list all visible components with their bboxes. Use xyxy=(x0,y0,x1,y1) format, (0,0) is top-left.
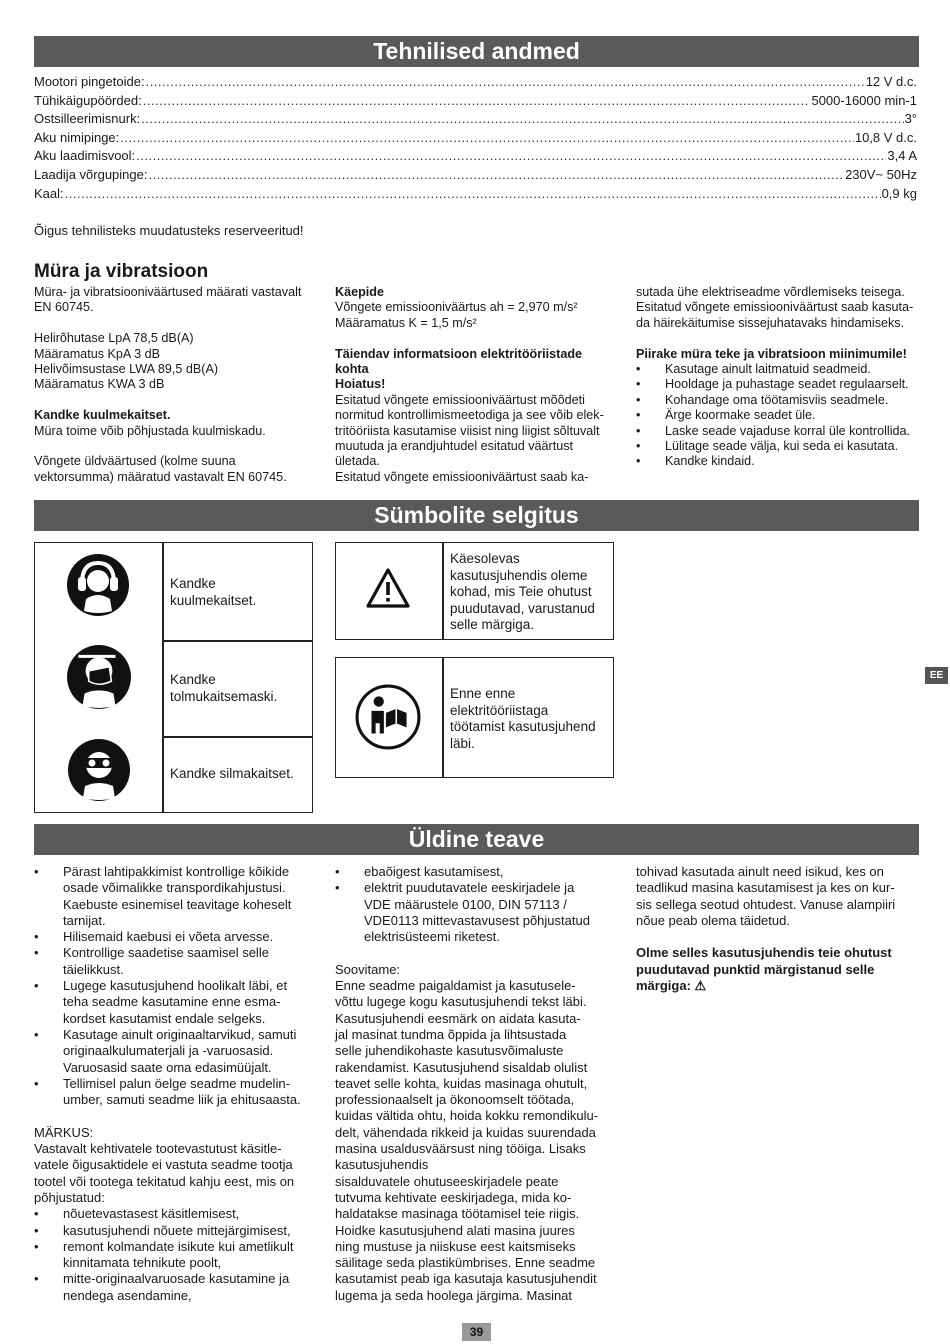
noise-lwa: Helivõimsustase LWA 89,5 dB(A) xyxy=(34,362,219,377)
info-heading: Täiendav informatsioon elektritööriistade xyxy=(335,346,583,361)
general-text-line: rakendamist. Kasutusjuhend sisaldab olulist xyxy=(335,1059,588,1075)
general-text-line: teavet selle kohta, kuidas masinaga ohutult, xyxy=(335,1075,588,1091)
general-bullet-line: • Kontrollige saadetise saamisel selle xyxy=(63,945,269,961)
noise-text-line: Esitatud võngete emissiooniväärtust saab kasuta- xyxy=(636,300,914,315)
ear-protection-text: Müra toime võib põhjustada kuulmiskadu. xyxy=(34,423,266,438)
spec-leader xyxy=(143,93,811,108)
general-bullet-line: originaalkulumaterjali ja -varuosasid. xyxy=(63,1043,274,1059)
general-bullet-line: kordset kasutamist endale selgeks. xyxy=(63,1010,266,1026)
general-text-line: võttu lugege kogu kasutusjuhendi tekst läbi. xyxy=(335,994,587,1010)
ppe-ear-text-1: Kandke xyxy=(170,576,216,591)
note-bullet xyxy=(34,1206,324,1222)
general-col-2 xyxy=(335,864,625,1304)
noise-text-line: muutuda ja erandjuhtudel esitatud väärtust xyxy=(335,439,574,454)
noise-intro-2: EN 60745. xyxy=(34,300,94,315)
general-bullet-line: teha seadme kasutamine enne esma- xyxy=(63,994,281,1010)
general-bullet-line: Kaebuste esinemisel teavitage koheselt xyxy=(63,896,292,912)
spec-value: 10,8 V d.c. xyxy=(854,129,917,145)
general-bullet-line: VDE0113 mittevastavusest põhjustatud xyxy=(364,912,590,928)
note-heading: MÄRKUS: xyxy=(34,1124,94,1140)
general-text-line: jal masinat tundma õppida ja lihtsustada xyxy=(335,1026,567,1042)
noise-lpa: Helirõhutase LpA 78,5 dB(A) xyxy=(34,331,194,346)
noise-col-1 xyxy=(34,285,324,485)
note-bullet xyxy=(34,1239,324,1272)
manual-text-line: läbi. xyxy=(450,735,475,751)
general-text-line: delt, vähendada rikkeid ja kuidas suurendada xyxy=(335,1124,596,1140)
general-bullet-line: • Pärast lahtipakkimist kontrollige kõikide xyxy=(63,864,290,879)
spec-leader xyxy=(148,167,844,182)
noise-text-line: da häirekäitumise sissejuhatavaks hindamiseks. xyxy=(636,315,905,330)
general-bullet-line: • elektrit puudutavatele eeskirjadele ja xyxy=(364,880,575,896)
noise-text-line: Esitatud võngete emissiooniväärtust mõõdeti xyxy=(335,392,585,407)
note-text-line: tootel või tootega tekitatud kahju eest, mis on xyxy=(34,1173,295,1189)
page-number: 39 xyxy=(462,1323,491,1341)
warning-text-line: kohad, mis Teie ohutust xyxy=(450,584,592,599)
general-bullet xyxy=(335,880,625,945)
general-text-line: säilitage seda plastikümbrises. Enne seadme xyxy=(335,1255,596,1271)
ppe-ear-text-2: kuulmekaitset. xyxy=(170,592,257,608)
note-text-line: põhjustatud: xyxy=(34,1189,105,1205)
general-text-line: professionaalselt ja ökonoomselt töötada, xyxy=(335,1092,575,1108)
ppe-goggles-text: Kandke silmakaitset. xyxy=(170,766,294,781)
spec-value: 12 V d.c. xyxy=(865,74,917,89)
noise-col-3 xyxy=(636,285,926,470)
note-text-line: vatele õigusaktidele ei vastuta seadme tootja xyxy=(34,1157,293,1173)
noise-bullet: • Kasutage ainult laitmatuid seadmeid. xyxy=(636,362,926,377)
warning-triangle-icon xyxy=(366,568,410,608)
general-text-line: haldatakse masinaga töötamisel teie riigis. xyxy=(335,1206,580,1222)
manual-text-line: Enne enne xyxy=(450,686,516,701)
general-bullet xyxy=(34,929,324,945)
general-bullet-line: umber, samuti seadme liik ja ehitusaasta. xyxy=(63,1092,301,1108)
manual-text-line: töötamist kasutusjuhend xyxy=(450,719,596,734)
note-text-line: Vastavalt kehtivatele tootevastutust käsitle- xyxy=(34,1141,282,1157)
safety-mark-note: Olme selles kasutusjuhendis teie ohutust xyxy=(636,945,892,961)
noise-text-line: ületada. xyxy=(335,454,380,469)
spec-label: Tühikäigupöörded: xyxy=(34,92,142,108)
general-bullet-line: Varuosasid saate oma edasimüüjalt. xyxy=(63,1059,272,1075)
general-bullet-line: • Tellimisel palun öelge seadme mudelin- xyxy=(63,1075,290,1091)
section-title-technical: Tehnilised andmed xyxy=(34,36,919,67)
general-bullet xyxy=(34,864,324,929)
limit-heading: Piirake müra teke ja vibratsioon miinimumile! xyxy=(636,346,907,361)
note-bullet-line: • nõuetevastasest käsitlemisest, xyxy=(63,1206,240,1222)
note-bullet-line: • mitte-originaalvaruosade kasutamine ja xyxy=(63,1271,290,1287)
general-bullet-line: tarnijat. xyxy=(63,912,106,928)
general-text-line: nõue peab olema täidetud. xyxy=(636,912,790,928)
vibration-total-2: vektorsumma) määratud vastavalt EN 60745. xyxy=(34,469,287,484)
general-text-line: kasutusjuhendis xyxy=(335,1157,429,1173)
spec-label: Mootori pingetoide: xyxy=(34,74,145,89)
warning-text-line: Käesolevas xyxy=(450,551,520,566)
ppe-mask-text xyxy=(170,672,277,705)
general-bullet-line: osade võimalikke transpordikahjustusi. xyxy=(63,880,286,896)
noise-kwa: Määramatus KWA 3 dB xyxy=(34,377,165,392)
spec-row xyxy=(34,130,917,149)
noise-title: Müra ja vibratsioon xyxy=(34,261,209,282)
general-bullet xyxy=(34,945,324,978)
language-tab: EE xyxy=(925,667,948,684)
general-bullet-line: VDE määrustele 0100, DIN 57113 / xyxy=(364,896,567,912)
recommend-heading: Soovitame: xyxy=(335,961,401,977)
noise-intro: Müra- ja vibratsiooniväärtused määrati vastavalt xyxy=(34,285,302,299)
general-bullet-line: • Lugege kasutusjuhend hoolikalt läbi, et xyxy=(63,978,288,994)
spec-leader xyxy=(141,111,903,126)
section-title-general: Üldine teave xyxy=(34,824,919,855)
spec-label: Kaal: xyxy=(34,185,64,201)
section-title-symbols: Sümbolite selgitus xyxy=(34,500,919,531)
general-text-line: teadlikud masina kasutamisest ja kes on kur- xyxy=(636,880,895,896)
general-text-line: masina usaldusväärsust ning tööiga. Lisaks xyxy=(335,1141,586,1157)
general-text-line: lugema ja seda hoolega järgima. Masinat xyxy=(335,1287,573,1303)
general-text-line: ning mustuse ja niiskuse eest kaitsmiseks xyxy=(335,1238,576,1254)
general-col-1 xyxy=(34,864,324,1304)
handle-k: Määramatus K = 1,5 m/s² xyxy=(335,315,477,330)
spec-row xyxy=(34,111,917,130)
spec-label: Aku laadimisvool: xyxy=(34,148,136,164)
read-manual-icon xyxy=(355,684,421,750)
noise-text-line: sutada ühe elektriseadme võrdlemiseks teisega. xyxy=(636,285,905,299)
noise-text-line: tritööriista kasutamise viisist ning liigist sõltuvalt xyxy=(335,423,600,438)
spec-value: 0,9 kg xyxy=(881,185,917,201)
note-bullet xyxy=(34,1271,324,1304)
note-bullet-line: kinnitamata tehnikute poolt, xyxy=(63,1255,222,1271)
spec-leader xyxy=(120,130,854,145)
spec-row xyxy=(34,186,917,205)
general-bullet xyxy=(34,1076,324,1109)
spec-value: 230V~ 50Hz xyxy=(845,167,917,182)
general-text-line: Enne seadme paigaldamist ja kasutusele- xyxy=(335,978,576,994)
noise-kpa: Määramatus KpA 3 dB xyxy=(34,346,161,361)
general-text-line: selle juhendikohaste kasutusvõimaluste xyxy=(335,1043,564,1059)
spec-label: Aku nimipinge: xyxy=(34,129,120,145)
general-text-line: tutvuma kehtivate eeskirjadega, mida ko- xyxy=(335,1189,572,1205)
spec-row xyxy=(34,167,917,186)
note-bullet-line: • remont kolmandate isikute kui ametlikult xyxy=(63,1238,294,1254)
spec-leader xyxy=(65,186,881,201)
manual-text-line: elektritööriistaga xyxy=(450,702,549,718)
spec-row xyxy=(34,93,917,112)
noise-text-line: Esitatud võngete emissiooniväärtust saab ka- xyxy=(335,469,589,484)
general-text-line: kuidas vältida ohtu, hoida kokku remondikulu- xyxy=(335,1108,599,1124)
ear-protection-heading: Kandke kuulmekaitset. xyxy=(34,408,171,423)
noise-bullet: • Ärge koormake seadet üle. xyxy=(636,408,926,423)
noise-bullet: • Laske seade vajaduse korral üle kontrollida. xyxy=(636,424,926,439)
safety-goggles-icon xyxy=(67,738,131,802)
reserve-note: Õigus tehnilisteks muudatusteks reserveeritud! xyxy=(34,223,304,238)
spec-leader xyxy=(146,74,865,89)
ppe-mask-text-1: Kandke xyxy=(170,672,216,687)
spec-row xyxy=(34,74,917,93)
handle-ah: Võngete emissiooniväärtus ah = 2,970 m/s² xyxy=(335,300,578,315)
noise-bullet: • Kohandage oma töötamisviis seadmele. xyxy=(636,393,926,408)
warning-label: Hoiatus! xyxy=(335,377,386,392)
manual-symbol-text xyxy=(450,686,596,752)
general-text-line: sis sellega seotud ohtudest. Vanuse alampiiri xyxy=(636,896,896,912)
ppe-ear-text xyxy=(170,576,256,609)
warning-text-line: puudutavad, varustanud xyxy=(450,600,595,616)
general-text-line: sisalduvatele ohutuseeskirjadele peate xyxy=(335,1173,559,1189)
note-bullet-line: • kasutusjuhendi nõuete mittejärgimisest, xyxy=(63,1222,291,1238)
warning-symbol-text xyxy=(450,551,595,634)
noise-bullet: • Hooldage ja puhastage seadet regulaarselt. xyxy=(636,377,926,392)
general-col-3 xyxy=(636,864,926,994)
general-bullet-line: täielikkust. xyxy=(63,961,124,977)
general-text-line: Hoidke kasutusjuhend alati masina juures xyxy=(335,1222,575,1238)
safety-mark-note: märgiga: ⚠ xyxy=(636,978,707,994)
vibration-total: Võngete üldväärtused (kolme suuna xyxy=(34,454,236,469)
warning-text-line: kasutusjuhendis oleme xyxy=(450,567,588,583)
dust-mask-icon xyxy=(66,644,132,710)
general-text-line: Kasutusjuhendi eesmärk on aidata kasuta- xyxy=(335,1010,581,1026)
general-bullet-line: • ebaõigest kasutamisest, xyxy=(364,864,504,879)
general-bullet xyxy=(34,1027,324,1076)
handle-heading: Käepide xyxy=(335,285,384,299)
note-bullet xyxy=(34,1223,324,1239)
ear-protection-icon xyxy=(66,553,130,617)
noise-bullet: • Kandke kindaid. xyxy=(636,454,926,469)
spec-label: Laadija võrgupinge: xyxy=(34,167,148,182)
warning-text-line: selle märgiga. xyxy=(450,617,535,632)
noise-bullet: • Lülitage seade välja, kui seda ei kasutata. xyxy=(636,439,926,454)
spec-value: 5000-16000 min-1 xyxy=(811,92,917,108)
spec-value: 3° xyxy=(904,111,917,127)
spec-label: Ostsilleerimisnurk: xyxy=(34,111,141,127)
general-text-line: tohivad kasutada ainult need isikud, kes on xyxy=(636,864,884,879)
info-heading-2: kohta xyxy=(335,362,369,377)
note-bullet-line: nendega asendamine, xyxy=(63,1287,192,1303)
noise-col-2 xyxy=(335,285,625,485)
ppe-mask-text-2: tolmukaitsemaski. xyxy=(170,688,278,704)
general-bullet-line: • Hilisemaid kaebusi ei võeta arvesse. xyxy=(63,929,274,945)
general-bullet-line: • Kasutage ainult originaaltarvikud, samuti xyxy=(63,1026,297,1042)
general-bullet xyxy=(335,864,625,880)
general-text-line: kasutamist peab iga kasutaja kasutusjuhendit xyxy=(335,1271,597,1287)
spec-value: 3,4 A xyxy=(887,148,917,164)
general-bullet-line: elektrisüsteemi riketest. xyxy=(364,929,500,945)
spec-row xyxy=(34,148,917,167)
spec-leader xyxy=(136,148,886,163)
general-bullet xyxy=(34,978,324,1027)
noise-text-line: normitud kontrollimismeetodiga ja see võib elek- xyxy=(335,408,604,423)
safety-mark-note: puudutavad punktid märgistanud selle xyxy=(636,961,875,977)
